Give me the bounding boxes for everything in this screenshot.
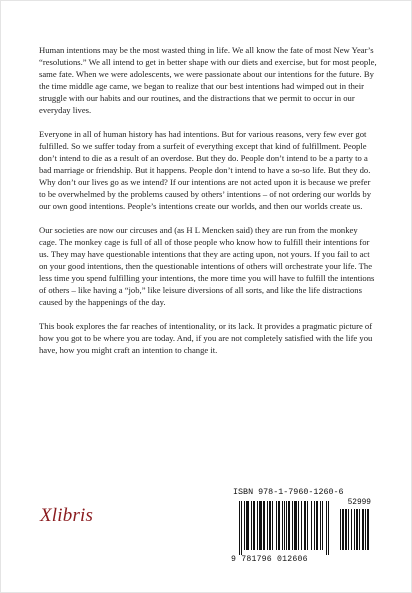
publisher-logo: Xlibris [40, 505, 94, 526]
barcode-bar [365, 509, 366, 550]
barcode-bar [322, 501, 323, 550]
barcode-bar [328, 501, 329, 555]
barcode-bar [301, 501, 302, 550]
barcode-bar [259, 501, 262, 550]
barcode-bar [257, 501, 258, 550]
barcode-bar [311, 501, 312, 550]
barcode-bar [282, 501, 283, 550]
barcode-bar [314, 501, 315, 550]
barcode-bar [351, 509, 352, 550]
barcode-bar [288, 501, 290, 550]
barcode-bar [267, 501, 268, 550]
barcode-bar [276, 501, 277, 550]
barcode-bar [253, 501, 255, 550]
blurb-text [39, 44, 377, 368]
barcode-bar [354, 509, 355, 550]
barcode-bar [251, 501, 252, 550]
barcode-bar [269, 501, 271, 550]
barcode-bar [244, 501, 245, 550]
barcode-bar [278, 501, 280, 550]
barcode-area [230, 487, 373, 567]
barcode-bar [294, 501, 297, 550]
blurb-paragraph-2: Everyone in all of human history has had intentions. But for various reasons, very few ever got fulfilled. So we suffer today from a surfeit of everything except that kind of fulfillment. People don’t intend to die as a result of an overdose. But they do. People don’t intend to be a party to a bad marriage or friendship. But it happens. People don’t intend to have a so-so life. But they do. Why don’t our lives go as we intend? If our intentions are not acted upon it is because we prefer to be overwhelmed by the problems caused by others’ intentions – of not ordering our worlds by our own good intentions. People’s intentions create our worlds, and then our worlds create us. [39, 129, 372, 211]
barcode-bar [367, 509, 369, 550]
price-code: 52999 [347, 499, 371, 507]
barcode-bar [272, 501, 273, 550]
barcode-bar [298, 501, 299, 550]
barcode-bar [292, 501, 293, 550]
isbn-barcode [239, 501, 334, 555]
barcode-bar [320, 501, 321, 550]
barcode-bar [348, 509, 349, 550]
barcode-bar [340, 509, 341, 550]
barcode-bar [239, 501, 240, 555]
barcode-bar [307, 501, 308, 550]
barcode-bar [241, 501, 242, 555]
blurb-paragraph-3: Our societies are now our circuses and (as H L Mencken said) they are run from the monkey cage. The monkey cage is full of all of those people who know how to fulfill their intentions for us. They may have questionable intentions that they are acting upon, not yours. If you fail to act on your good intentions, then the questionable intentions of others will orchestrate your life. The less time you spend fulfilling your intentions, the more time you will have to fulfill the intentions of others – like having a “job,” like leisure diversions of all sorts, and like the life distractions caused by the happenings of the day. [39, 225, 375, 307]
barcode-bar [286, 501, 287, 550]
barcode-bar [356, 509, 358, 550]
barcode-bar [326, 501, 327, 555]
barcode-bar [342, 509, 344, 550]
isbn-label: ISBN 978-1-7960-1260-6 [233, 487, 344, 497]
barcode-bar [316, 501, 318, 550]
barcode-bar [263, 501, 265, 550]
barcode-bar [362, 509, 364, 550]
barcode-bar [246, 501, 249, 550]
barcode-bar [284, 501, 285, 550]
blurb-paragraph-1: Human intentions may be the most wasted thing in life. We all know the fate of most New Year’s “resolutions.” We all intend to get in better shape with our diets and exercise, but for most people, same fate. When we were adolescents, we were passionate about our intentions for the future. By the time middle age came, we began to realize that our best intentions had wimped out in their struggle with our habits and our routines, and the distractions that we permit to occur in our everyday lives. [39, 45, 377, 115]
blurb-paragraph-4: This book explores the far reaches of intentionality, or its lack. It provides a pragmatic picture of how you got to be where you are today. And, if you are not completely satisfied with the life you have, how you might craft an intention to change it. [39, 321, 373, 355]
barcode-bar [359, 509, 360, 550]
barcode-bar [304, 501, 306, 550]
barcode-bar [345, 509, 347, 550]
isbn-digits: 9 781796 012606 [231, 555, 308, 564]
price-barcode [340, 509, 371, 555]
